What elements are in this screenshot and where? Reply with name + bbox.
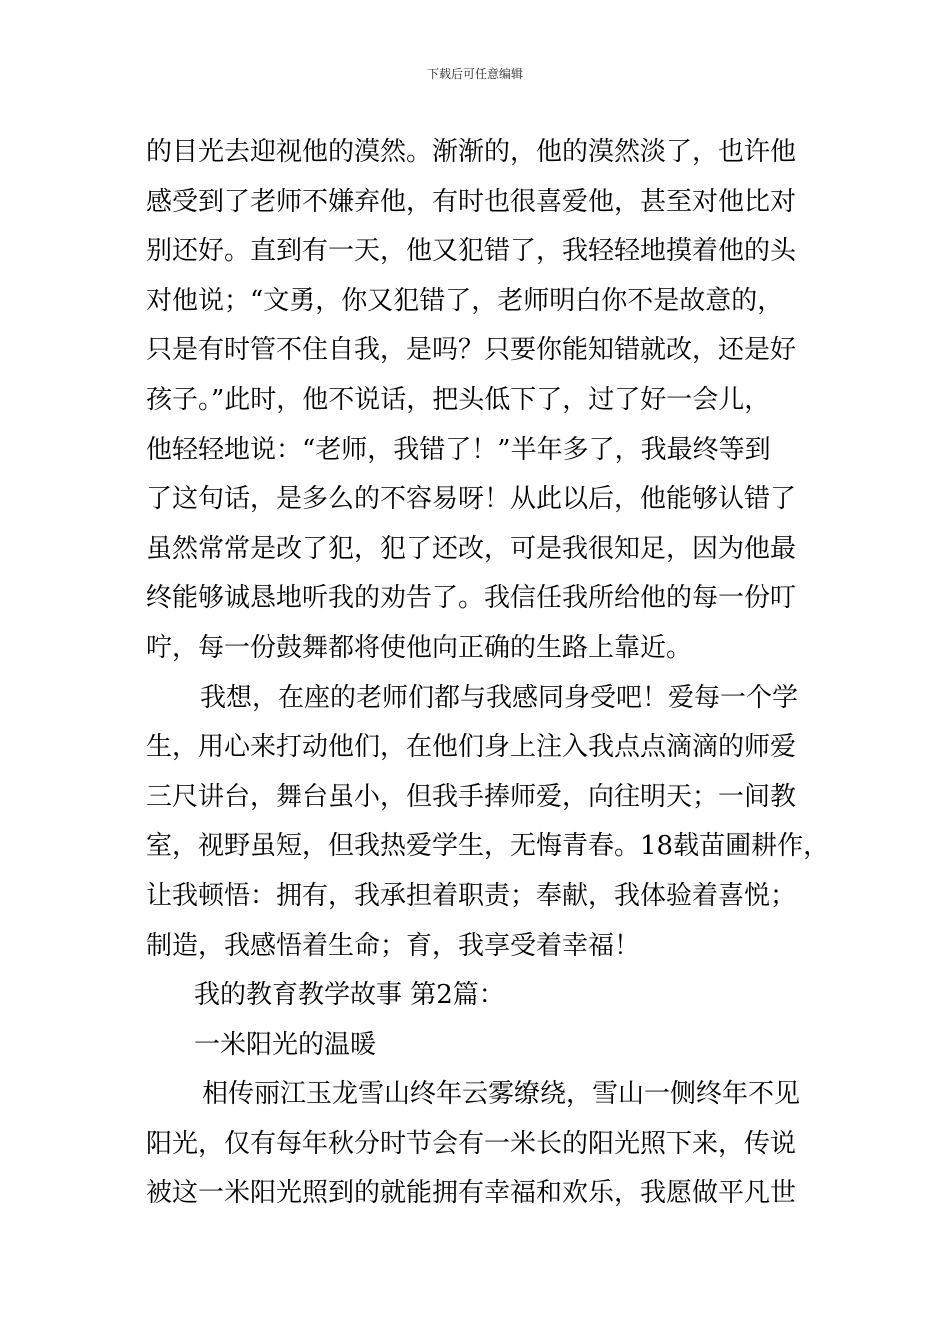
text-line: 三尺讲台，舞台虽小，但我手捧师爱，向往明天；一间教 (146, 781, 797, 812)
text-line: 只是有时管不住自我，是吗？只要你能知错就改，还是好 (146, 335, 797, 366)
text-line: 感受到了老师不嫌弃他，有时也很喜爱他，甚至对他比对 (146, 186, 797, 217)
text-line: 咛，每一份鼓舞都将使他向正确的生路上靠近。 (146, 632, 693, 663)
text-line: 了这句话，是多么的不容易呀！从此以后，他能够认错了 (146, 484, 797, 515)
page-header: 下载后可任意编辑 (426, 67, 523, 81)
story-title: 一米阳光的温暖 (194, 1029, 377, 1060)
text-line: 他轻轻地说：“老师，我错了！”半年多了，我最终等到 (146, 434, 771, 465)
text-line: 的目光去迎视他的漠然。渐渐的，他的漠然淡了，也许他 (146, 137, 797, 167)
text-line: 让我顿悟：拥有，我承担着职责；奉献，我体验着喜悦； (146, 880, 797, 911)
text-line: 虽然常常是改了犯，犯了还改，可是我很知足，因为他最 (146, 533, 797, 564)
text-line: 别还好。直到有一天，他又犯错了，我轻轻地摸着他的头 (146, 236, 797, 267)
paragraph-start-line: 相传丽江玉龙雪山终年云雾缭绕，雪山一侧终年不见 (202, 1079, 801, 1110)
text-line: 终能够诚恳地听我的劝告了。我信任我所给他的每一份叮 (146, 583, 797, 614)
text-line: 孩子。”此时，他不说话，把头低下了，过了好一会儿， (146, 384, 771, 415)
paragraph-start-line: 我想，在座的老师们都与我感同身受吧！爱每一个学 (200, 682, 799, 713)
text-line: 生，用心来打动他们，在他们身上注入我点点滴滴的师爱 (146, 732, 797, 763)
text-line: 对他说；“文勇，你又犯错了，老师明白你不是故意的， (146, 285, 784, 316)
text-line: 制造，我感悟着生命；育，我享受着幸福！ (146, 930, 641, 961)
text-line: 被这一米阳光照到的就能拥有幸福和欢乐，我愿做平凡世 (146, 1178, 797, 1209)
text-line: 室，视野虽短，但我热爱学生，无悔青春。18载苗圃耕作， (146, 831, 830, 862)
text-line: 阳光，仅有每年秋分时节会有一米长的阳光照下来，传说 (146, 1128, 797, 1159)
document-body (146, 128, 830, 1219)
section-heading: 我的教育教学故事 第2篇： (194, 980, 505, 1011)
